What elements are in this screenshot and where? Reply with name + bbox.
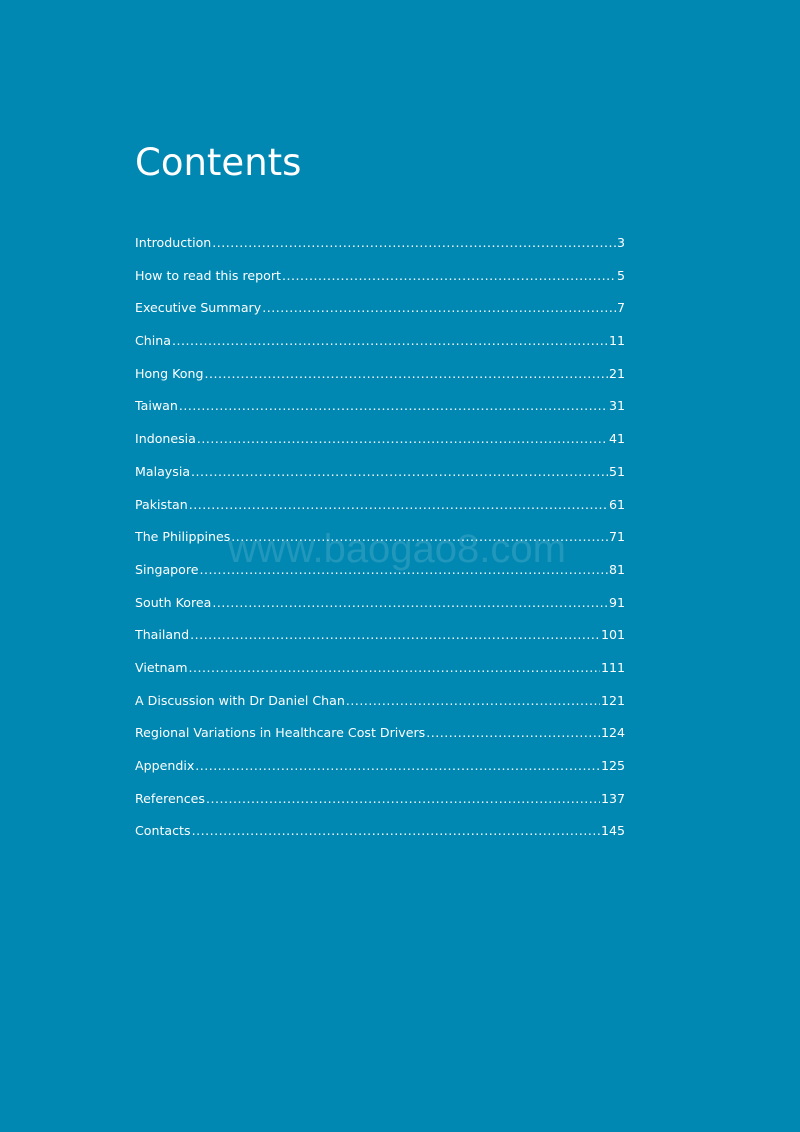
toc-entry-label: Taiwan [135,398,178,414]
toc-dot-leader [346,685,600,718]
toc-entry[interactable] [135,260,625,293]
toc-entry-label: Vietnam [135,659,188,675]
toc-entry[interactable] [135,652,625,685]
toc-entry-page: 111 [600,659,625,675]
toc-entry[interactable] [135,325,625,358]
toc-entry-page: 91 [608,594,625,610]
toc-entry[interactable] [135,619,625,652]
toc-entry[interactable] [135,489,625,522]
toc-entry-label: Pakistan [135,496,188,512]
toc-entry[interactable] [135,815,625,848]
toc-dot-leader [426,717,600,750]
toc-dot-leader [191,456,608,489]
toc-entry[interactable] [135,750,625,783]
toc-entry-page: 5 [616,267,625,283]
toc-entry-page: 124 [600,725,625,741]
toc-entry[interactable] [135,423,625,456]
toc-dot-leader [204,358,608,391]
toc-dot-leader [189,489,608,522]
toc-entry-label: Regional Variations in Healthcare Cost Drivers [135,725,426,741]
toc-dot-leader [197,423,608,456]
toc-entry-label: How to read this report [135,267,281,283]
toc-dot-leader [206,783,600,816]
toc-entry-label: Hong Kong [135,365,204,381]
toc-dot-leader [190,619,600,652]
toc-entry[interactable] [135,587,625,620]
toc-dot-leader [262,292,616,325]
toc-entry[interactable] [135,390,625,423]
toc-entry-page: 101 [600,627,625,643]
toc-dot-leader [179,390,608,423]
toc-entry-label: The Philippines [135,529,231,545]
toc-entry[interactable] [135,783,625,816]
toc-entry-label: Executive Summary [135,300,262,316]
toc-entry-label: China [135,333,171,349]
toc-entry-label: Appendix [135,758,195,773]
toc-entry-page: 21 [608,365,625,381]
toc-entry[interactable] [135,358,625,391]
toc-entry-label: Singapore [135,561,199,577]
toc-entry-page: 81 [608,561,625,577]
toc-entry[interactable] [135,717,625,750]
toc-dot-leader [212,227,616,260]
toc-entry-page: 125 [600,758,625,773]
toc-dot-leader [195,750,600,783]
toc-entry[interactable] [135,685,625,718]
toc-dot-leader [192,815,600,848]
toc-entry-page: 145 [600,823,625,839]
toc-entry-page: 51 [608,463,625,479]
toc-entry-label: References [135,790,205,806]
toc-entry-page: 11 [608,333,625,349]
toc-entry-label: A Discussion with Dr Daniel Chan [135,692,345,708]
toc-entry-page: 31 [608,398,625,414]
watermark-text: www.baogao8.com [228,527,566,571]
toc-entry-label: Indonesia [135,431,196,447]
toc-entry-page: 7 [616,300,625,316]
page-title: Contents [135,141,302,184]
toc-entry-label: South Korea [135,594,212,610]
toc-dot-leader [189,652,600,685]
toc-entry-page: 41 [608,431,625,447]
toc-dot-leader [172,325,608,358]
toc-dot-leader [212,587,608,620]
toc-entry-page: 61 [608,496,625,512]
toc-entry-page: 137 [600,790,625,806]
toc-entry-label: Introduction [135,235,212,250]
toc-entry-label: Thailand [135,627,190,643]
toc-entry-page: 3 [616,235,625,250]
toc-entry[interactable] [135,227,625,260]
toc-entry-page: 71 [608,529,625,545]
toc-entry-page: 121 [600,692,625,708]
toc-entry[interactable] [135,292,625,325]
toc-entry-label: Malaysia [135,463,191,479]
toc-entry-label: Contacts [135,823,191,839]
toc-dot-leader [282,260,616,293]
toc-entry[interactable] [135,456,625,489]
